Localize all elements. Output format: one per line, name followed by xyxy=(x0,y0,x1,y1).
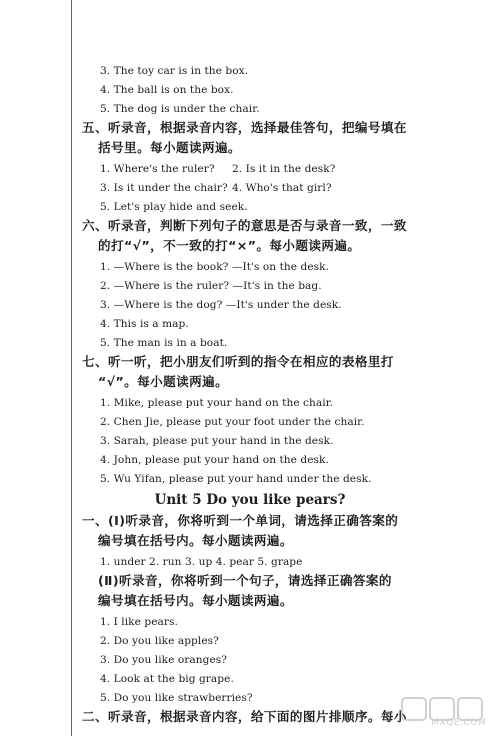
subsection-title-cont: 编号填在括号内。每小题读两遍。 xyxy=(98,593,293,608)
word-list: 1. under 2. run 3. up 4. pear 5. grape xyxy=(100,556,303,568)
section-title: 一、(Ⅰ)听录音，你将听到一个单词，请选择正确答案的 xyxy=(82,513,399,528)
section-title-cont: 编号填在括号内。每小题读两遍。 xyxy=(98,533,293,548)
section-title-cont: 的打“√”，不一致的打“×”。每小题读两遍。 xyxy=(98,238,361,253)
list-item: 1. —Where is the book? —It's on the desk. xyxy=(100,261,330,273)
list-item: 5. Let's play hide and seek. xyxy=(100,201,248,213)
section-title: 五、听录音，根据录音内容，选择最佳答句，把编号填在 xyxy=(82,120,407,135)
list-item: 1. Mike, please put your hand on the chair. xyxy=(100,397,334,409)
unit-title: Unit 5 Do you like pears? xyxy=(154,492,346,508)
subsection-title: (Ⅱ)听录音，你将听到一个句子，请选择正确答案的 xyxy=(98,573,392,588)
list-item: 3. The toy car is in the box. xyxy=(100,65,249,77)
list-item xyxy=(100,162,336,176)
watermark-text: MXQE.COM xyxy=(431,718,486,728)
list-item: 2. Do you like apples? xyxy=(100,635,219,647)
watermark-logo xyxy=(400,696,492,730)
section-title-cont: “√”。每小题读两遍。 xyxy=(98,374,229,389)
option-text: 2. Is it in the desk? xyxy=(232,163,336,175)
list-item: 5. The dog is under the chair. xyxy=(100,103,260,115)
list-item: 4. The ball is on the box. xyxy=(100,84,234,96)
section-title-cont: 括号里。每小题读两遍。 xyxy=(98,140,241,155)
list-item: 5. Do you like strawberries? xyxy=(100,692,253,704)
list-item: 3. Do you like oranges? xyxy=(100,654,227,666)
list-item: 2. Chen Jie, please put your foot under the chair. xyxy=(100,416,365,428)
list-item: 1. I like pears. xyxy=(100,616,178,628)
list-item: 5. Wu Yifan, please put your hand under the desk. xyxy=(100,473,372,485)
section-title: 二、听录音，根据录音内容，给下面的图片排顺序。每小 xyxy=(82,709,407,724)
list-item: 3. —Where is the dog? —It's under the desk. xyxy=(100,299,342,311)
list-item: 3. Sarah, please put your hand in the desk. xyxy=(100,435,334,447)
section-title: 七、听一听，把小朋友们听到的指令在相应的表格里打 xyxy=(82,354,394,369)
list-item: 2. —Where is the ruler? —It's in the bag. xyxy=(100,280,322,292)
list-item: 5. The man is in a boat. xyxy=(100,337,228,349)
list-item: 4. This is a map. xyxy=(100,318,189,330)
list-item: 4. Look at the big grape. xyxy=(100,673,234,685)
list-item xyxy=(100,181,332,195)
option-text: 3. Is it under the chair? xyxy=(100,182,228,194)
section-title: 六、听录音，判断下列句子的意思是否与录音一致，一致 xyxy=(82,218,407,233)
list-item: 4. John, please put your hand on the desk. xyxy=(100,454,329,466)
option-text: 4. Who's that girl? xyxy=(232,182,332,194)
option-text: 1. Where's the ruler? xyxy=(100,163,215,175)
